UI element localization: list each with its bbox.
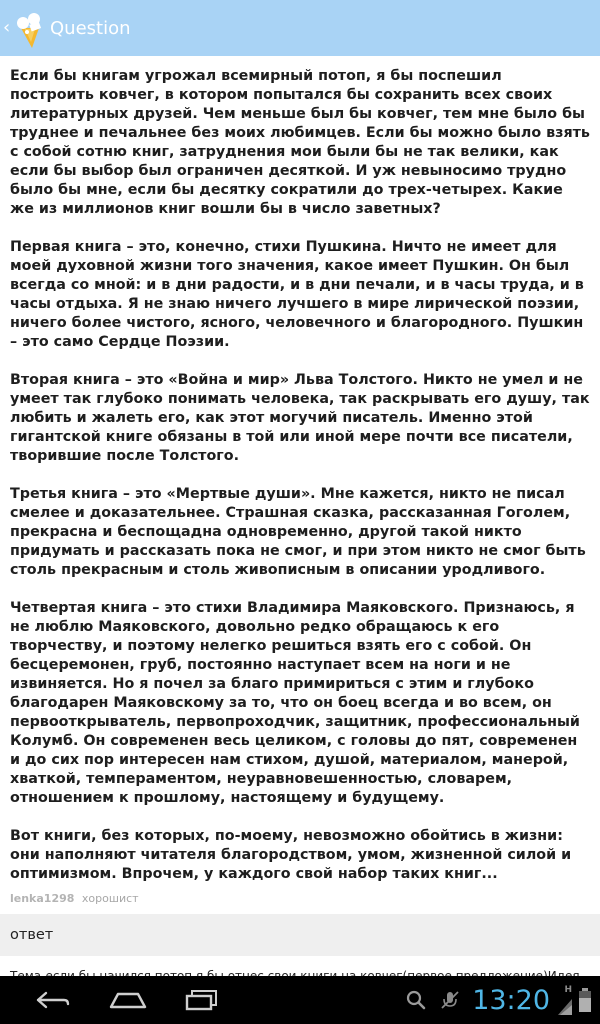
back-icon xyxy=(34,990,70,1010)
search-icon xyxy=(404,988,428,1012)
app-logo-icon[interactable] xyxy=(13,6,47,50)
clock: 13:20 xyxy=(472,984,550,1016)
recent-apps-button[interactable] xyxy=(172,976,232,1024)
page-title: Question xyxy=(50,17,131,39)
action-bar xyxy=(0,0,600,56)
question-paragraph: Третья книга – это «Мертвые души». Мне кажется, никто не писал смелее и доказательнее. Страшная сказка, рассказанная Гоголем, прекрасна и беспощадна одновременно, другой такой никто придумать и рассказать пока не смог, и при этом никто не смог быть столь прекрасным и столь живописным в описании уродливого. xyxy=(10,486,586,578)
question-paragraph: Вот книги, без которых, по-моему, невозможно обойтись в жизни: они наполняют читателя благородством, умом, жизненной силой и оптимизмом. Впрочем, у каждого свой набор таких книг... xyxy=(10,828,572,882)
question-paragraph: Если бы книгам угрожал всемирный потоп, я бы поспешил построить ковчег, в котором попытался бы сохранить всех своих литературных друзей. Чем меньше был бы ковчег, тем мне было бы труднее и печальнее без моих любимцев. Если бы можно было взять с собой сотню книг, затруднения мои были бы не так велики, как если бы выбор был ограничен десяткой. И уж невыносимо трудно было бы мне, если бы десятку сократили до трех-четырех. Какие же из миллионов книг вошли бы в число заветных? xyxy=(10,68,590,217)
author-name[interactable]: lenka1298 xyxy=(10,892,75,905)
question-scroll-view[interactable] xyxy=(0,56,600,976)
question-paragraph: Вторая книга – это «Война и мир» Льва Толстого. Никто не умел и не умеет так глубоко понимать человека, так раскрывать его душу, так любить и жалеть его, как этот могучий писатель. Именно этой гигантской книге обязаны в той или иной мере почти все писатели, творившие после Толстого. xyxy=(10,372,590,464)
recent-apps-icon xyxy=(184,989,220,1011)
author-rank: хорошист xyxy=(81,892,139,905)
microphone-muted-icon xyxy=(438,988,462,1012)
question-paragraph: Первая книга – это, конечно, стихи Пушкина. Ничто не имеет для моей духовной жизни того значения, какое имеет Пушкин. Он был всегда со мной: и в дни радости, и в дни печали, и в часы труда, и в часы отдыха. Я не знаю ничего лучшего в мире лирической поэзии, ничего более чистого, ясного, человечного и благородного. Пушкин – это само Сердце Поэзии. xyxy=(10,239,584,350)
battery-icon xyxy=(578,987,592,1013)
home-button[interactable] xyxy=(98,976,158,1024)
up-navigation-icon[interactable]: ‹ xyxy=(3,17,11,38)
network-type: H xyxy=(564,984,572,995)
answer-header: ответ xyxy=(0,914,600,956)
network-indicator xyxy=(558,986,572,1015)
signal-icon xyxy=(558,995,572,1015)
back-button[interactable] xyxy=(22,976,82,1024)
author-line xyxy=(0,884,600,910)
status-area xyxy=(404,976,592,1024)
home-icon xyxy=(108,990,148,1010)
question-text xyxy=(0,56,600,884)
question-paragraph: Четвертая книга – это стихи Владимира Маяковского. Признаюсь, я не люблю Маяковского, довольно редко обращаюсь к его творчеству, и поэтому нелегко решиться взять его с собой. Он бесцеремонен, груб, постоянно наступает всем на ноги и не извиняется. Но я почел за благо примириться с этим и глубоко благодарен Маяковскому за то, что он боец всегда и во всем, он первооткрыватель, первопроходчик, защитник, профессиональный Колумб. Он современен весь целиком, с головы до пят, современен и до сих пор интересен нам стихом, душой, материалом, манерой, хваткой, темпераментом, неуравновешенностью, словарем, отношением к прошлому, настоящему и будущему. xyxy=(10,600,580,806)
system-navigation-bar xyxy=(0,976,600,1024)
